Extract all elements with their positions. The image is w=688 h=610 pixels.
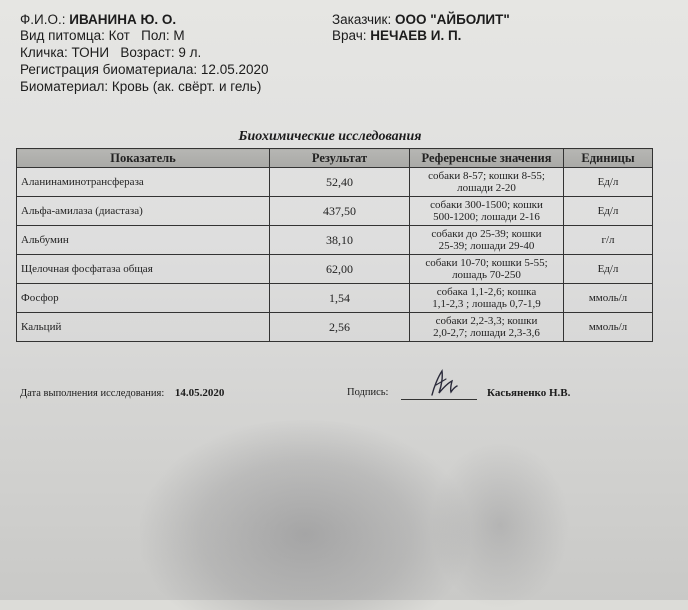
customer-value: ООО "АЙБОЛИТ" [394, 12, 510, 27]
reference-line-2: лошадь 70-250 [452, 269, 521, 281]
reference-values [410, 226, 564, 255]
result-value: 52,40 [270, 168, 410, 197]
execution-date-line [20, 387, 224, 399]
species-text: Вид питомца: Кот [20, 28, 130, 43]
reference-line-2: 2,0-2,7; лошади 2,3-3,6 [433, 327, 540, 339]
photo-shadow [140, 420, 470, 610]
parameter-name: Аланинаминотрансфераза [17, 168, 270, 197]
table-row [17, 284, 653, 313]
reference-line-2: 500-1200; лошади 2-16 [433, 211, 540, 223]
nickname-age-line [20, 44, 201, 62]
parameter-name: Альбумин [17, 226, 270, 255]
result-value: 1,54 [270, 284, 410, 313]
unit: ммоль/л [564, 313, 653, 342]
patient-name-value: ИВАНИНА Ю. О. [69, 12, 177, 27]
reference-line-2: 25-39; лошади 29-40 [438, 240, 535, 252]
parameter-name: Щелочная фосфатаза общая [17, 255, 270, 284]
column-header-parameter: Показатель [17, 149, 270, 168]
table-row [17, 313, 653, 342]
execution-date-label: Дата выполнения исследования: [20, 388, 165, 399]
reference-line-1: собаки 10-70; кошки 5-55; [425, 257, 548, 269]
table-row [17, 168, 653, 197]
result-value: 2,56 [270, 313, 410, 342]
species-sex-line [20, 27, 185, 45]
parameter-name: Фосфор [17, 284, 270, 313]
reference-line-1: собаки 8-57; кошки 8-55; [428, 170, 545, 182]
reference-values [410, 284, 564, 313]
reference-values [410, 168, 564, 197]
sex-text: Пол: М [141, 28, 185, 43]
result-value: 437,50 [270, 197, 410, 226]
unit: Ед/л [564, 168, 653, 197]
reference-line-1: собака 1,1-2,6; кошка [436, 286, 537, 298]
unit: ммоль/л [564, 284, 653, 313]
result-value: 38,10 [270, 226, 410, 255]
photo-shadow-small [430, 440, 570, 610]
table-header-row [17, 149, 653, 168]
unit: Ед/л [564, 197, 653, 226]
reference-line-1: собаки 300-1500; кошки [430, 199, 543, 211]
reference-line-2: 1,1-2,3 ; лошадь 0,7-1,9 [432, 298, 541, 310]
section-title: Биохимические исследования [238, 129, 422, 144]
signature-label: Подпись: [347, 387, 389, 398]
reference-values [410, 313, 564, 342]
reference-values [410, 255, 564, 284]
unit: г/л [564, 226, 653, 255]
doctor-label: Врач: [332, 28, 367, 43]
execution-date-value: 14.05.2020 [174, 387, 225, 399]
patient-name-label: Ф.И.О.: [20, 12, 66, 27]
doctor-line [332, 27, 461, 45]
reference-line-1: собаки 2,2-3,3; кошки [435, 315, 538, 327]
column-header-units: Единицы [564, 149, 653, 168]
column-header-reference: Референсные значения [410, 149, 564, 168]
results-table [16, 148, 653, 342]
nickname-text: Кличка: ТОНИ [20, 45, 110, 60]
customer-label: Заказчик: [332, 12, 392, 27]
table-row [17, 197, 653, 226]
table-row [17, 226, 653, 255]
doctor-value: НЕЧАЕВ И. П. [370, 28, 462, 43]
reference-values [410, 197, 564, 226]
registration-line: Регистрация биоматериала: 12.05.2020 [20, 62, 269, 77]
column-header-result: Результат [270, 149, 410, 168]
signer-name: Касьяненко Н.В. [487, 387, 571, 399]
biomaterial-line: Биоматериал: Кровь (ак. свёрт. и гель) [20, 79, 262, 94]
parameter-name: Кальций [17, 313, 270, 342]
unit: Ед/л [564, 255, 653, 284]
parameter-name: Альфа-амилаза (диастаза) [17, 197, 270, 226]
reference-line-1: собаки до 25-39; кошки [431, 228, 542, 240]
table-row [17, 255, 653, 284]
result-value: 62,00 [270, 255, 410, 284]
age-text: Возраст: 9 л. [120, 45, 202, 60]
handwritten-signature [424, 365, 464, 401]
reference-line-2: лошади 2-20 [457, 182, 516, 194]
